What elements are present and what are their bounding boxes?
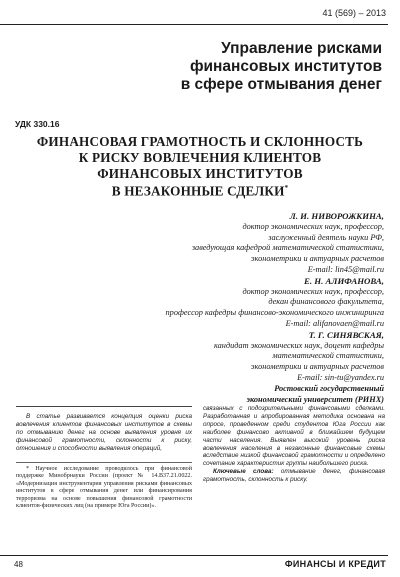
footnote-rule xyxy=(16,462,192,463)
title-line: ФИНАНСОВАЯ ГРАМОТНОСТЬ И СКЛОННОСТЬ xyxy=(36,134,364,149)
keywords-text: отмывание денег, финансовая грамотность, склонность к риску. xyxy=(203,468,385,484)
author-name: Л. И. НИВОРОЖКИНА, xyxy=(289,211,384,221)
udk-code: УДК 330.16 xyxy=(15,119,60,129)
author-credential: математической статистики, xyxy=(272,351,384,361)
author-credential: кандидат экономических наук, доцент кафедры xyxy=(213,340,384,350)
abstract-left-column xyxy=(16,413,192,453)
affiliation-line: экономический университет (РИНХ) xyxy=(246,394,384,404)
author xyxy=(84,330,384,384)
author-name: Т. Г. СИНЯВСКАЯ, xyxy=(308,329,384,340)
title-line: ФИНАНСОВЫХ ИНСТИТУТОВ xyxy=(97,165,303,181)
section-title-line: Управление рисками xyxy=(221,40,382,57)
author-email[interactable]: E-mail: sin-tu@yandex.ru xyxy=(297,372,384,382)
author-email[interactable]: E-mail: lin45@mail.ru xyxy=(307,264,384,274)
footnote-mark: * xyxy=(284,184,289,193)
author xyxy=(84,276,384,330)
author-name: Е. Н. АЛИФАНОВА, xyxy=(304,275,384,286)
affiliation xyxy=(84,384,384,406)
keywords-label: Ключевые слова: xyxy=(213,468,274,476)
footer-rule xyxy=(0,555,388,556)
author-credential: эконометрики и актуарных расчетов xyxy=(250,254,384,264)
author-credential: заслуженный деятель науки РФ, xyxy=(268,232,384,242)
issue-number: 41 (569) – 2013 xyxy=(322,8,386,18)
footnote-text: * Научное исследование проводилось при финансовой поддержке Минобрнауки России (проект № 14.В37.21.0022. «Модернизация инструментария управления рисками финансовых институтов в сфере отмывания денег или финансирования терроризма на основе повышения финансовой грамотности клиентов-физических лиц (на примере Юга России)». xyxy=(16,466,192,510)
journal-name: ФИНАНСЫ И КРЕДИТ xyxy=(284,559,386,569)
section-title-line: в сфере отмывания денег xyxy=(180,76,382,93)
abstract-text: В статье развивается концепция оценки риска вовлечения клиентов финансовых институтов в схемы по отмыванию денег на основе выявления уровня их финансовой грамотности, склонности к риску, отношения и способности выявления операций, xyxy=(16,413,192,452)
affiliation-line: Ростовский государственный xyxy=(274,383,384,393)
header-rule xyxy=(0,24,388,25)
section-title-line: финансовых институтов xyxy=(189,58,382,75)
title-line: К РИСКУ ВОВЛЕЧЕНИЯ КЛИЕНТОВ xyxy=(78,149,322,165)
author-credential: доктор экономических наук, профессор, xyxy=(242,221,384,231)
author-credential: профессор кафедры финансово-экономического инжиниринга xyxy=(165,308,384,318)
author-credential: эконометрики и актуарных расчетов xyxy=(250,362,384,372)
author xyxy=(84,211,384,276)
abstract-rule xyxy=(16,406,192,407)
section-title xyxy=(122,40,382,94)
article-title xyxy=(22,134,378,200)
abstract-text: связанных с подозрительными финансовыми сделками. Разработанная и апробированная методика основана на опросе, проведенном среди студентов Юга России как наиболее финансово активной в ближайшем будущем части населения. Выявлен высокий уровень риска вовлечения населения в незаконные финансовые схемы вследствие низкой финансовой грамотности и определено сочетание характеристик группы наибольшего риска. xyxy=(203,405,385,468)
author-credential: заведующая кафедрой математической статистики, xyxy=(191,243,384,253)
title-line xyxy=(22,181,378,199)
footnote xyxy=(16,466,192,510)
author-email[interactable]: E-mail: alifanovaen@mail.ru xyxy=(285,318,384,328)
page-number: 48 xyxy=(14,560,23,569)
keywords xyxy=(203,468,385,484)
author-credential: декан финансового факультета, xyxy=(268,297,384,307)
abstract-right-column xyxy=(203,405,385,484)
authors-block xyxy=(84,211,384,405)
author-credential: доктор экономических наук, профессор, xyxy=(242,286,384,296)
title-line-text: В НЕЗАКОННЫЕ СДЕЛКИ xyxy=(111,183,285,199)
